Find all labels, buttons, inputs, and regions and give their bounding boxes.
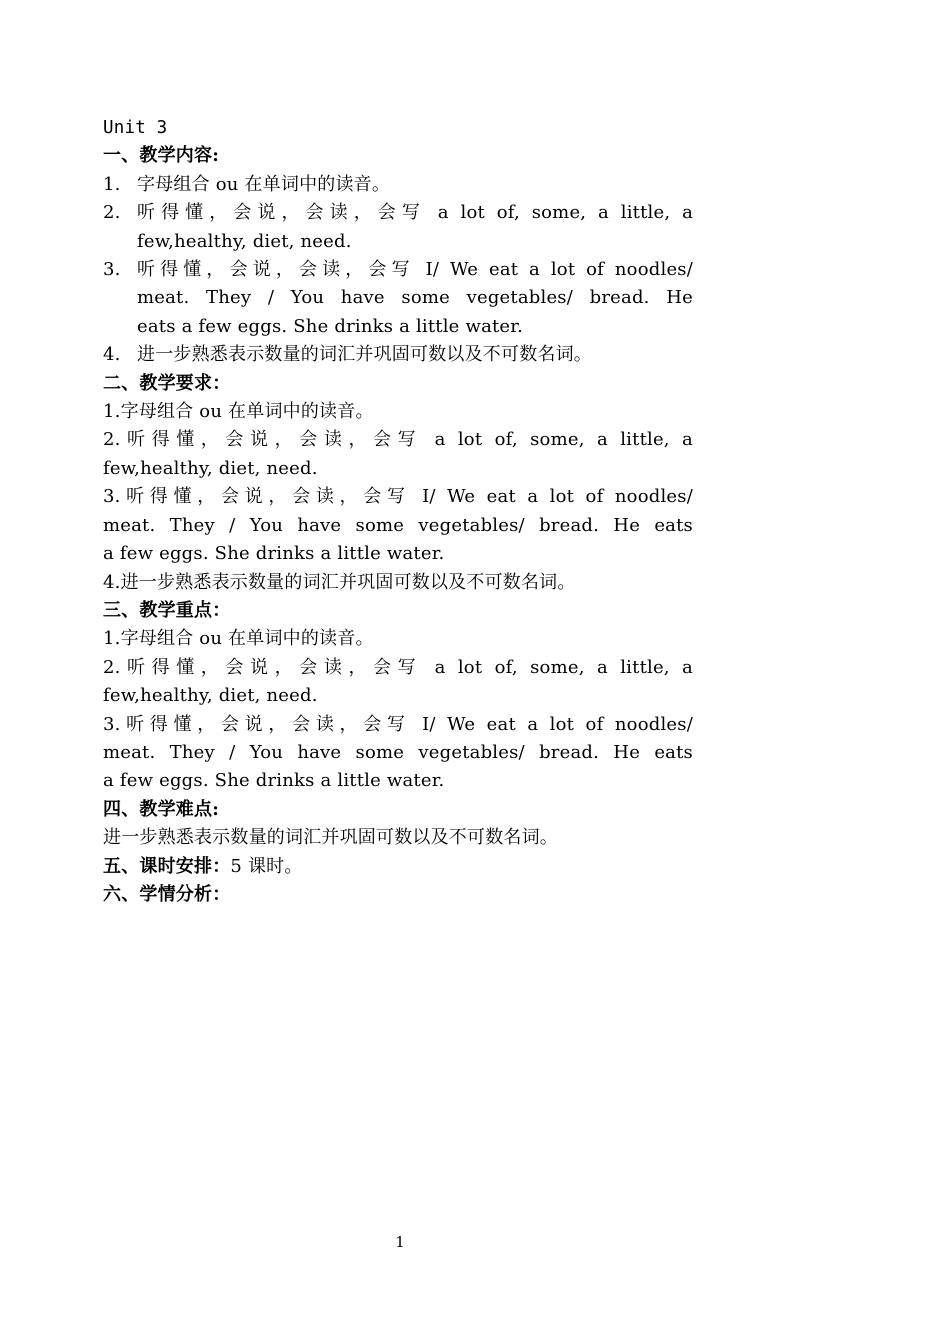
requirements-line: 2.听得懂，会说，会读，会写 a lot of, some, a little, a: [103, 429, 693, 451]
content-item-2: [103, 199, 693, 256]
item-text: 听得懂，会说，会读，会写 I/ We eat a lot of noodles/: [137, 259, 693, 281]
key-points-line: 3.听得懂，会说，会读，会写 I/ We eat a lot of noodles/: [103, 713, 693, 735]
difficulties-line: 进一步熟悉表示数量的词汇并巩固可数以及不可数名词。: [103, 827, 558, 849]
item-text: 字母组合 ou 在单词中的读音。: [137, 173, 391, 195]
item-text: 听得懂，会说，会读，会写 a lot of, some, a little, a: [137, 202, 693, 224]
item-number: 1.: [103, 173, 121, 195]
requirements-line: few,healthy, diet, need.: [103, 457, 318, 479]
item-number: 4.: [103, 344, 121, 366]
content-item-1: [103, 171, 693, 199]
key-points-line: meat. They / You have some vegetables/ bread. He eats: [103, 741, 693, 763]
requirements-block: [103, 398, 693, 597]
content-item-4: [103, 341, 693, 369]
section-heading-content: 一、教学内容:: [103, 145, 220, 167]
schedule-label: 五、课时安排：: [103, 855, 231, 877]
requirements-line: 4.进一步熟悉表示数量的词汇并巩固可数以及不可数名词。: [103, 571, 576, 593]
item-number: 3.: [103, 259, 121, 281]
key-points-block: [103, 625, 693, 795]
key-points-line: 1.字母组合 ou 在单词中的读音。: [103, 628, 374, 650]
section-heading-requirements: 二、教学要求：: [103, 372, 231, 394]
requirements-line: 3.听得懂，会说，会读，会写 I/ We eat a lot of noodles/: [103, 486, 693, 508]
content-item-3: [103, 256, 693, 341]
key-points-line: a few eggs. She drinks a little water.: [103, 770, 445, 792]
item-text: eats a few eggs. She drinks a little water.: [137, 315, 524, 337]
section-heading-schedule: [103, 853, 693, 881]
key-points-line: 2.听得懂，会说，会读，会写 a lot of, some, a little, a: [103, 656, 693, 678]
page-number: 1: [395, 1233, 405, 1251]
item-text: 进一步熟悉表示数量的词汇并巩固可数以及不可数名词。: [137, 344, 592, 366]
requirements-line: 1.字母组合 ou 在单词中的读音。: [103, 401, 374, 423]
section-heading-analysis: 六、学情分析：: [103, 883, 231, 905]
item-number: 2.: [103, 202, 121, 224]
key-points-line: few,healthy, diet, need.: [103, 685, 318, 707]
requirements-line: a few eggs. She drinks a little water.: [103, 543, 445, 565]
schedule-value: 5 课时。: [230, 855, 303, 877]
document-body: [103, 114, 693, 909]
document-title: Unit 3: [103, 118, 168, 138]
section-heading-difficulties: 四、教学难点:: [103, 798, 220, 820]
section-heading-key-points: 三、教学重点：: [103, 599, 231, 621]
item-text: few,healthy, diet, need.: [137, 230, 352, 252]
item-text: meat. They / You have some vegetables/ bread. He: [137, 287, 693, 309]
requirements-line: meat. They / You have some vegetables/ bread. He eats: [103, 514, 693, 536]
